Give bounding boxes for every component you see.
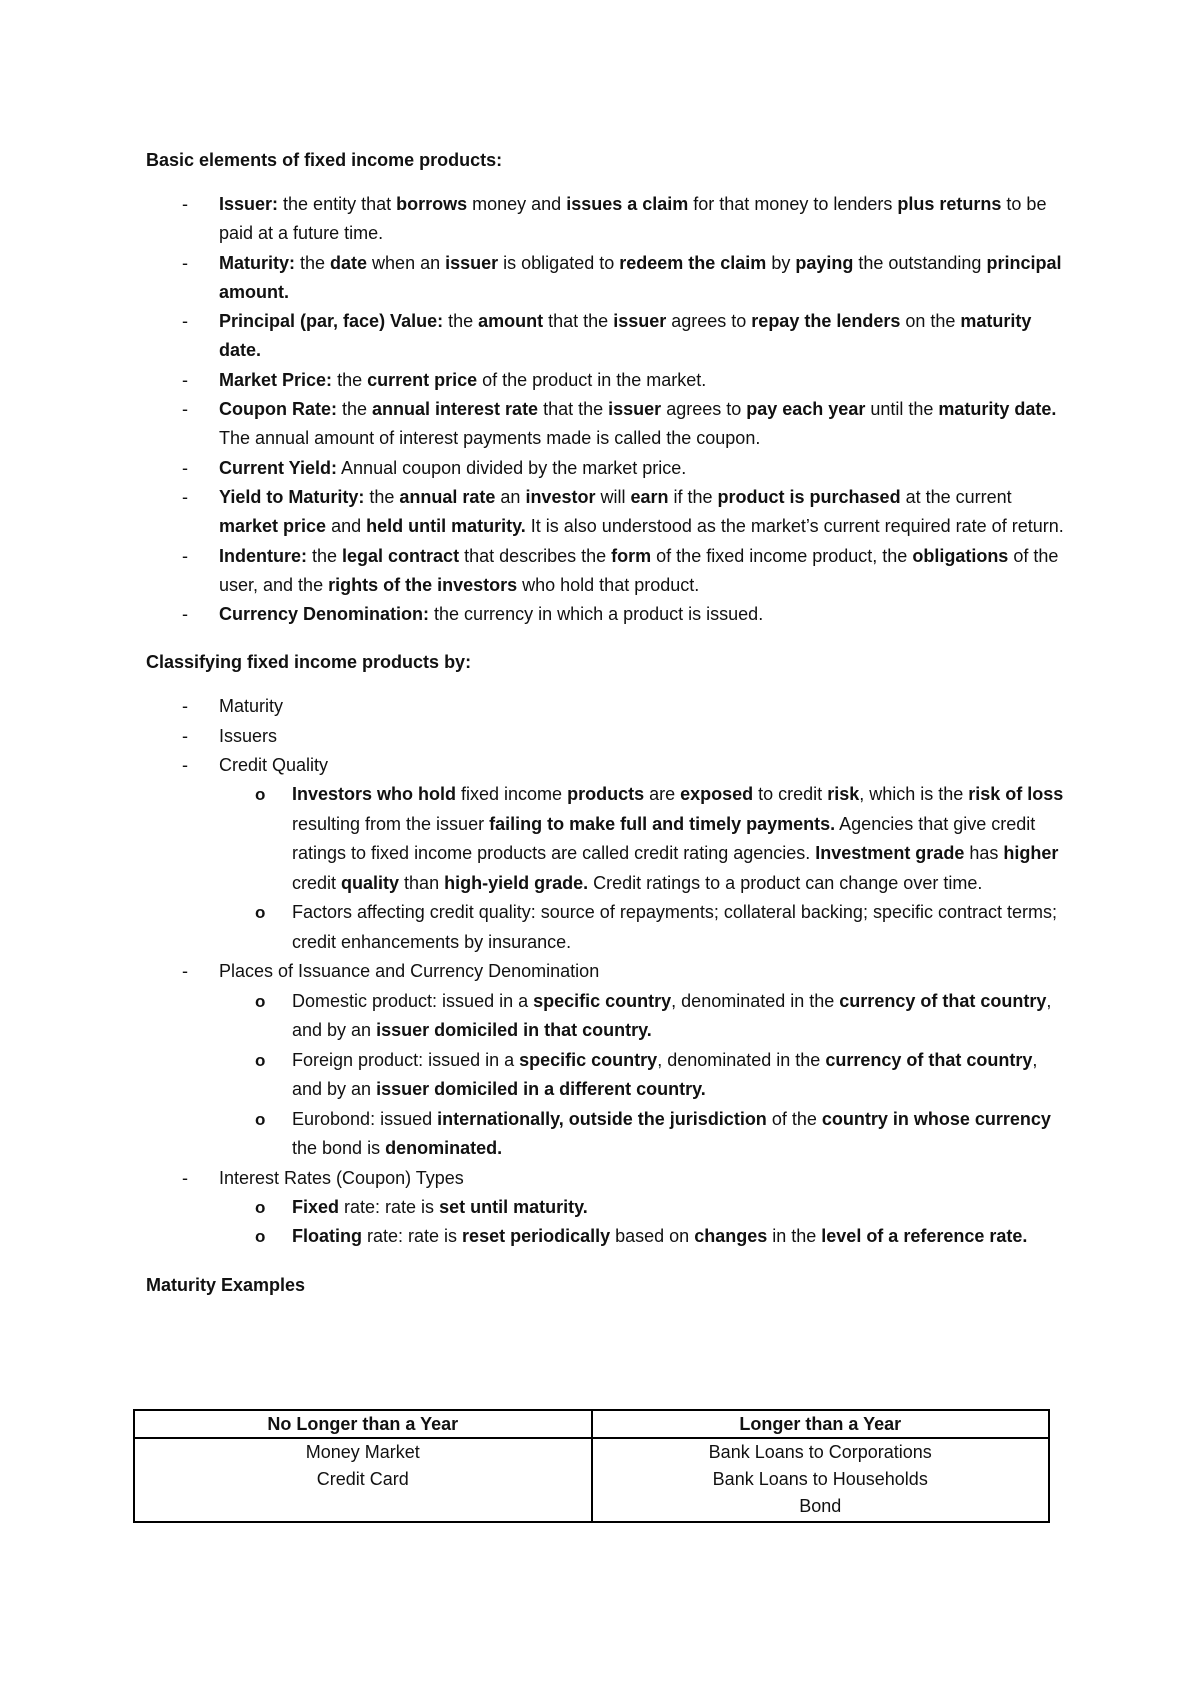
sub-item (255, 987, 1066, 1046)
text: Domestic product: issued in a (292, 990, 534, 1011)
item-text (219, 546, 1058, 595)
text: The annual amount of interest payments made is called the coupon. (219, 428, 761, 449)
bold-text: form (611, 545, 652, 566)
list-item (182, 366, 1066, 395)
table-row (134, 1438, 1049, 1522)
bold-text: issuer (608, 399, 662, 420)
text: resulting from the issuer (292, 813, 490, 834)
bold-text: products (567, 784, 645, 805)
text: of the (766, 1108, 822, 1129)
list-item (182, 751, 1066, 957)
bold-text: plus returns (897, 194, 1002, 214)
text: who hold that product. (517, 574, 700, 595)
text: and (326, 516, 367, 537)
cell-entry: Bank Loans to Households (712, 1469, 928, 1489)
bold-text: issuer domiciled in a different country. (376, 1079, 706, 1100)
list-item (182, 454, 1066, 483)
list-item (182, 1164, 1066, 1252)
bold-text: legal contract (342, 545, 460, 566)
bold-text: issuer (613, 311, 667, 332)
sub-list (255, 780, 1066, 957)
bold-text: repay the lenders (751, 311, 901, 332)
sub-item (255, 780, 1066, 898)
bold-text: high-yield grade. (444, 872, 589, 893)
sub-item-text (292, 1050, 1037, 1100)
text: , and by an (292, 1049, 1038, 1100)
dash-marker: - (182, 725, 188, 746)
bold-text: issuer (445, 252, 499, 273)
bold-text: Floating (292, 1226, 362, 1247)
bold-text: paying (795, 252, 854, 273)
bold-text: borrows (396, 194, 468, 214)
bold-text: set until maturity. (439, 1196, 588, 1217)
text: Foreign product: issued in a (292, 1049, 520, 1070)
text: , and by an (292, 990, 1052, 1041)
text: has (964, 843, 1004, 864)
bold-text: level of a reference rate. (821, 1226, 1028, 1247)
column-header: Longer than a Year (592, 1410, 1050, 1438)
list-item (182, 722, 1066, 751)
sub-item-text (292, 1197, 588, 1217)
text: the (307, 545, 343, 566)
sub-list (255, 1193, 1066, 1252)
dash-marker: - (182, 399, 188, 420)
text: , denominated in the (671, 990, 840, 1011)
list-item (182, 692, 1066, 721)
sub-item (255, 1046, 1066, 1105)
text: that the (538, 399, 609, 420)
dash-marker: - (182, 961, 188, 982)
sub-item (255, 1105, 1066, 1164)
text: that the (543, 311, 614, 332)
list-item (182, 249, 1066, 308)
term-label: Maturity: (219, 252, 295, 273)
dash-marker: - (182, 604, 188, 625)
text: of the user, and the (219, 545, 1059, 595)
term-label: Indenture: (219, 545, 307, 566)
item-text (219, 399, 1056, 448)
bold-text: maturity date. (219, 311, 1032, 361)
bold-text: Investment grade (815, 843, 965, 864)
text: Factors affecting credit quality: source of repayments; collateral backing; specific contract terms; credit enhancements by insurance. (292, 902, 1057, 952)
bold-text: investor (525, 486, 596, 507)
sub-item-text (292, 1109, 1051, 1159)
dash-marker: - (182, 486, 188, 507)
table-cell-short-term (134, 1438, 592, 1522)
text: , denominated in the (657, 1049, 826, 1070)
maturity-examples-table (133, 1409, 1050, 1523)
bold-text: current price (367, 369, 478, 390)
item-text (219, 370, 706, 390)
item-text (219, 604, 763, 624)
table-cell-long-term (592, 1438, 1050, 1522)
text: for that money to lenders (688, 194, 898, 214)
term-label: Market Price: (219, 369, 333, 390)
basic-elements-list (182, 190, 1066, 629)
circle-marker: o (255, 1227, 266, 1247)
text: the (332, 369, 368, 390)
text: when an (367, 252, 446, 273)
bold-text: date (330, 252, 368, 273)
text: agrees to (666, 311, 752, 332)
item-label: Places of Issuance and Currency Denomination (219, 961, 600, 982)
text: based on (610, 1226, 695, 1247)
text: the entity that (278, 194, 397, 214)
text: Credit ratings to a product can change over time. (588, 872, 983, 893)
item-label: Interest Rates (Coupon) Types (219, 1167, 464, 1188)
dash-marker: - (182, 369, 188, 390)
column-header: No Longer than a Year (134, 1410, 592, 1438)
heading-maturity-examples: Maturity Examples (146, 1274, 306, 1295)
text: Eurobond: issued (292, 1108, 438, 1129)
bold-text: issues a claim (566, 194, 689, 214)
dash-marker: - (182, 755, 188, 776)
sub-item-text (292, 991, 1051, 1041)
bold-text: market price (219, 516, 327, 537)
sub-item-text (292, 902, 1057, 952)
text: on the (900, 311, 961, 332)
text: rate: rate is (339, 1196, 440, 1217)
text: to credit (753, 784, 828, 805)
text: of the fixed income product, the (651, 545, 913, 566)
sub-item-text (292, 784, 1063, 893)
bold-text: specific country (519, 1049, 658, 1070)
circle-marker: o (255, 1050, 266, 1070)
circle-marker: o (255, 785, 266, 805)
bold-text: currency of that country (839, 990, 1047, 1011)
text: the (336, 399, 373, 420)
heading-basic-elements: Basic elements of fixed income products: (146, 150, 503, 170)
text: if the (668, 486, 718, 507)
dash-marker: - (182, 696, 188, 717)
sub-item (255, 1222, 1066, 1252)
bold-text: risk (827, 784, 860, 805)
text: by (766, 252, 796, 273)
text: the (295, 252, 331, 273)
document-body (146, 148, 1066, 1297)
text: , which is the (859, 784, 969, 805)
item-label: Credit Quality (219, 755, 329, 776)
bold-text: rights of the investors (328, 574, 518, 595)
item-text (219, 311, 1031, 360)
bold-text: annual rate (399, 486, 496, 507)
text: will (595, 486, 631, 507)
text: are (644, 784, 681, 805)
text: credit (292, 872, 342, 893)
dash-marker: - (182, 545, 188, 566)
text: of the product in the market. (477, 369, 707, 390)
list-item (182, 190, 1066, 249)
text: fixed income (456, 784, 568, 805)
term-label: Coupon Rate: (219, 399, 337, 420)
term-label: Yield to Maturity: (219, 486, 365, 507)
bold-text: Fixed (292, 1196, 340, 1217)
term-label: Principal (par, face) Value: (219, 311, 444, 332)
text: in the (767, 1226, 822, 1247)
bold-text: higher (1003, 843, 1059, 864)
circle-marker: o (255, 991, 266, 1011)
text: money and (467, 194, 567, 214)
bold-text: reset periodically (462, 1226, 611, 1247)
text: at the current (900, 486, 1012, 507)
text: the outstanding (853, 252, 987, 273)
text: an (495, 486, 526, 507)
list-item (182, 395, 1066, 454)
cell-entry: Bond (799, 1496, 842, 1516)
bold-text: issuer domiciled in that country. (376, 1020, 652, 1041)
sub-item (255, 1193, 1066, 1223)
text: Annual coupon divided by the market price. (337, 457, 687, 478)
bold-text: failing to make full and timely payments. (489, 813, 836, 834)
item-label: Issuers (219, 725, 278, 746)
bold-text: quality (341, 872, 400, 893)
bold-text: country in whose currency (821, 1108, 1051, 1129)
text: the (364, 486, 400, 507)
bold-text: internationally, outside the jurisdiction (437, 1108, 767, 1129)
bold-text: denominated. (385, 1138, 503, 1159)
dash-marker: - (182, 1167, 188, 1188)
bold-text: obligations (912, 545, 1009, 566)
bold-text: maturity date. (938, 399, 1057, 420)
bold-text: principal amount. (219, 252, 1062, 302)
dash-marker: - (182, 252, 188, 273)
item-label: Maturity (219, 696, 284, 717)
list-item (182, 600, 1066, 629)
list-item (182, 307, 1066, 366)
sub-item-text (292, 1226, 1027, 1246)
term-label: Current Yield: (219, 457, 338, 478)
text: the (443, 311, 479, 332)
text: rate: rate is (362, 1226, 463, 1247)
item-text (219, 458, 686, 478)
table-header-row (134, 1410, 1049, 1438)
text: It is also understood as the market’s current required rate of return. (525, 516, 1064, 537)
text: than (399, 872, 445, 893)
text: to be paid at a future time. (219, 194, 1047, 244)
list-item (182, 542, 1066, 601)
text: is obligated to (498, 252, 620, 273)
bold-text: annual interest rate (372, 399, 539, 420)
circle-marker: o (255, 903, 266, 923)
bold-text: specific country (533, 990, 672, 1011)
bold-text: held until maturity. (366, 516, 526, 537)
circle-marker: o (255, 1109, 266, 1129)
text: the bond is (292, 1138, 386, 1159)
text: until the (865, 399, 939, 420)
text: Agencies that give credit ratings to fixed income products are called credit rating agencies. (292, 813, 1036, 864)
sub-list (255, 987, 1066, 1164)
cell-entry: Money Market (305, 1442, 420, 1462)
term-label: Issuer: (219, 194, 279, 214)
text: that describes the (459, 545, 612, 566)
cell-entry: Credit Card (316, 1469, 409, 1489)
heading-classifying: Classifying fixed income products by: (146, 652, 472, 673)
bold-text: currency of that country (825, 1049, 1033, 1070)
dash-marker: - (182, 311, 188, 332)
bold-text: risk of loss (968, 784, 1064, 805)
bold-text: pay each year (746, 399, 866, 420)
bold-text: Investors who hold (292, 784, 457, 805)
circle-marker: o (255, 1197, 266, 1217)
item-text (219, 194, 1046, 243)
cell-entry: Bank Loans to Corporations (708, 1442, 932, 1462)
bold-text: product is purchased (717, 486, 901, 507)
text: agrees to (661, 399, 747, 420)
list-item (182, 957, 1066, 1163)
dash-marker: - (182, 457, 188, 478)
item-text (219, 487, 1064, 536)
text: the currency in which a product is issued. (429, 604, 764, 625)
list-item (182, 483, 1066, 542)
bold-text: exposed (680, 784, 754, 805)
item-text (219, 253, 1061, 302)
term-label: Currency Denomination: (219, 604, 430, 625)
bold-text: redeem the claim (619, 252, 767, 273)
bold-text: amount (478, 311, 544, 332)
bold-text: earn (630, 486, 669, 507)
classifying-list (182, 692, 1066, 1251)
bold-text: changes (694, 1226, 768, 1247)
dash-marker: - (182, 194, 188, 214)
sub-item (255, 898, 1066, 957)
